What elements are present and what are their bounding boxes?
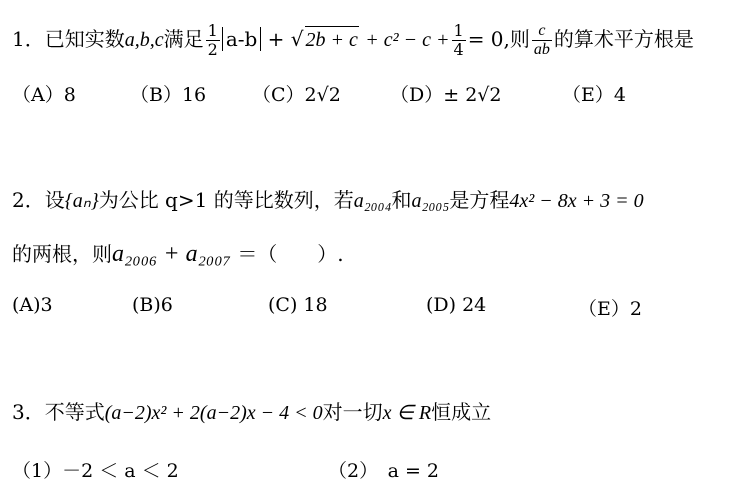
q2-line2-text1: 的两根，则	[12, 242, 112, 266]
q2-option-b: (B)6	[132, 294, 173, 316]
q1-fraction-c-over-ab	[532, 22, 552, 59]
q3-text1: 3．不等式	[12, 400, 105, 424]
q3-inequality: (a−2)x² + 2(a−2)x − 4 < 0	[104, 402, 323, 424]
q2-sequence: {aₙ}	[64, 190, 99, 212]
q2-option-e: （E）2	[578, 298, 642, 320]
question-2-stem-line-2	[12, 242, 344, 266]
q1-suffix: 的算术平方根是	[553, 27, 694, 51]
q1-absolute-value: a-b	[222, 27, 261, 51]
q1-then: 则	[509, 27, 530, 51]
question-3-stem	[12, 400, 491, 425]
q1-frac3-denominator: ab	[533, 41, 550, 58]
question-2-stem-line-1	[12, 188, 644, 213]
q3-text3: 恒成立	[431, 400, 492, 424]
q2-text1: 2．设	[12, 188, 65, 212]
q1-sqrt	[305, 26, 359, 52]
q2-text2: 为公比 q>1 的等比数列，若	[98, 188, 354, 212]
q1-option-e: （E）4	[562, 84, 626, 106]
q2-sum-expression: a₂₀₀₆ + a₂₀₀₇	[112, 241, 231, 267]
q1-eq: = 0,	[467, 27, 510, 51]
q1-frac1-numerator: 1	[207, 21, 218, 40]
q1-prefix: 1．已知实数	[12, 27, 125, 51]
q1-frac3-numerator: c	[532, 22, 552, 41]
q3-option-1: （1）－2 ＜ a ＜ 2	[12, 460, 179, 482]
q2-line2-text2: ＝（ ）.	[237, 242, 344, 266]
q3-option-2: （2） a = 2	[328, 460, 440, 482]
q1-fraction-half	[206, 22, 220, 59]
q1-fraction-quarter	[452, 22, 466, 59]
q2-a2005: a₂₀₀₅	[411, 190, 450, 212]
q1-options	[12, 80, 712, 104]
q2-text4: 是方程	[449, 188, 510, 212]
question-1-stem: 1．已知实数a,b,c满足 $\frac{1}{2}$ a-b + √ 2b + c + c² − c + $\frac{1}{4}$ = 0,则 $\frac{c}{ab}$ 的算术平方根是	[12, 21, 694, 59]
q3-domain: x ∈ R	[382, 402, 432, 424]
q1-sqrt-content: 2b + c	[305, 29, 358, 51]
q2-equation: 4x² − 8x + 3 = 0	[509, 190, 644, 212]
q1-frac1-denominator: 2	[207, 40, 218, 59]
q2-options	[12, 294, 712, 318]
q1-vars: a,b,c	[124, 29, 164, 51]
q2-a2004: a₂₀₀₄	[353, 190, 392, 212]
q2-option-a: (A)3	[12, 294, 53, 316]
q1-option-d: （D）± 2√2	[390, 84, 502, 106]
q2-text3: 和	[391, 188, 412, 212]
q1-option-a: （A）8	[12, 84, 76, 106]
q2-option-d: (D) 24	[426, 294, 487, 316]
q1-mid: 满足	[163, 27, 204, 51]
q1-poly: + c² − c +	[365, 29, 450, 51]
q3-options	[12, 456, 712, 482]
q3-text2: 对一切	[322, 400, 383, 424]
q1-option-c: （C）2√2	[252, 84, 341, 106]
q1-frac2-denominator: 4	[453, 40, 464, 59]
q1-frac2-numerator: 1	[453, 21, 464, 40]
q2-option-c: (C) 18	[268, 294, 328, 316]
q1-option-b: （B）16	[130, 84, 207, 106]
